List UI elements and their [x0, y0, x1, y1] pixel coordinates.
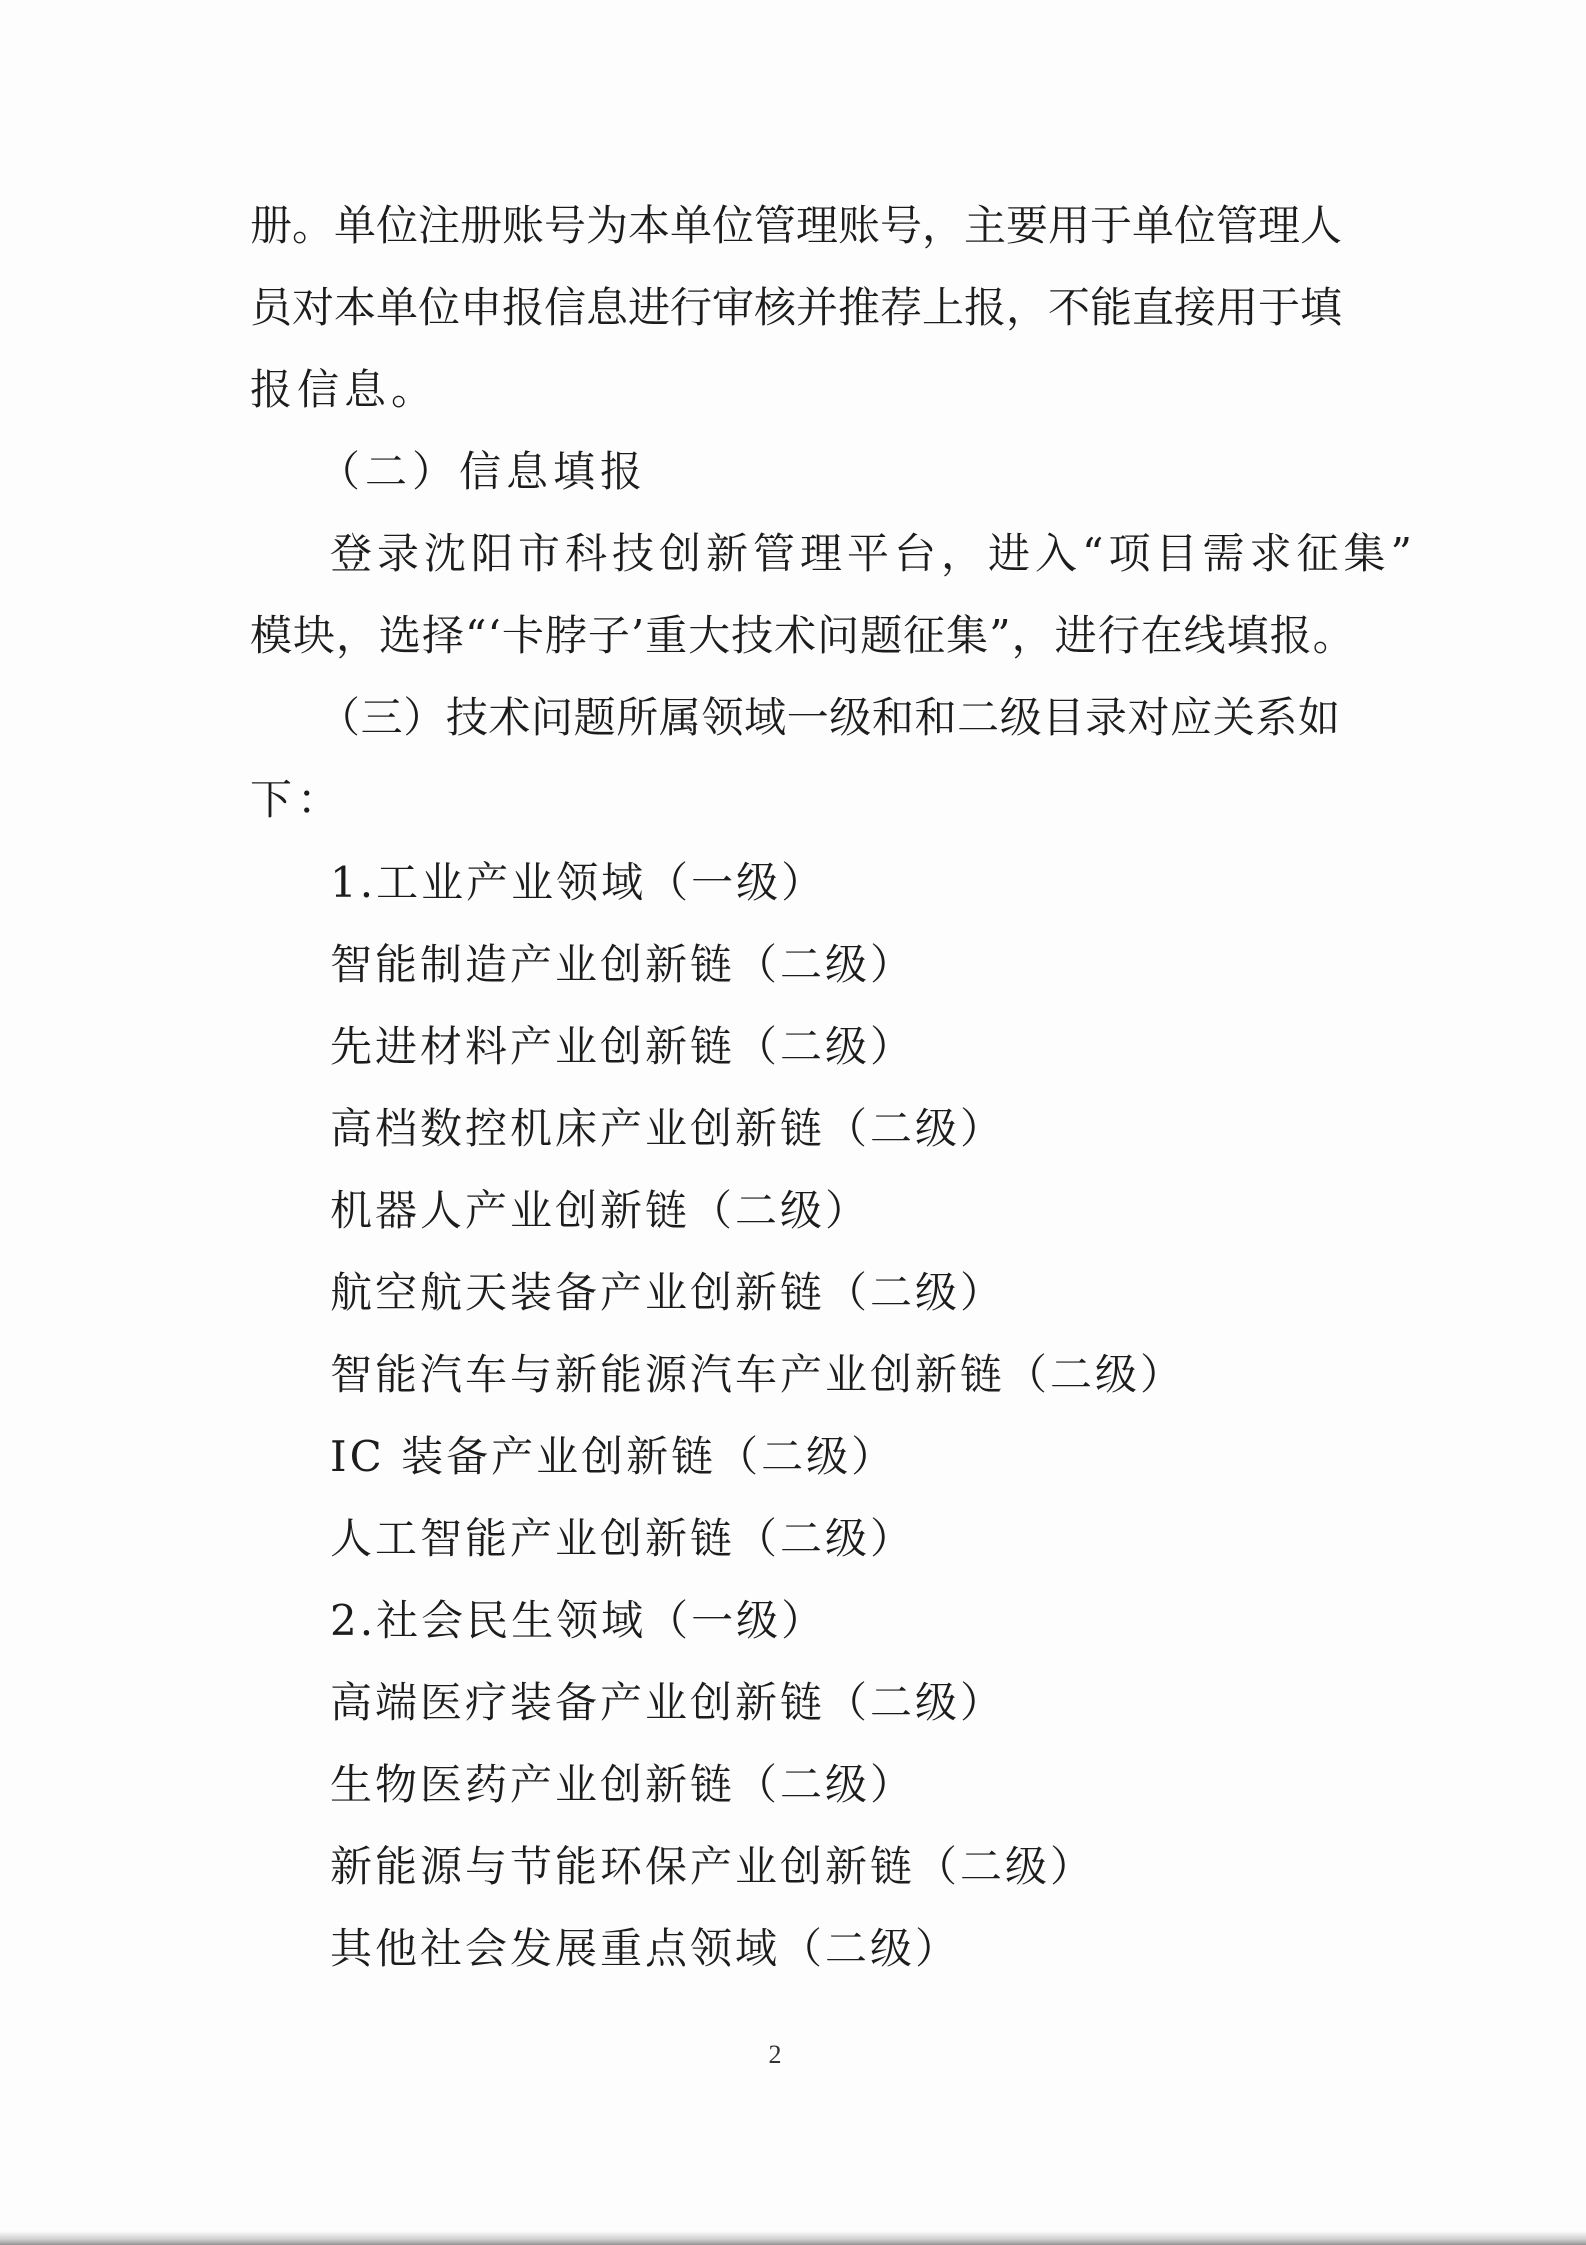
- list-item: 智能汽车与新能源汽车产业创新链（二级）: [330, 1350, 1186, 1399]
- list-item: 高档数控机床产业创新链（二级）: [330, 1104, 1006, 1153]
- paragraph-line: 报信息。: [250, 365, 439, 414]
- list-item: 人工智能产业创新链（二级）: [330, 1514, 916, 1563]
- scan-edge: [0, 2231, 1586, 2245]
- paragraph-line: 册。单位注册账号为本单位管理账号，主要用于单位管理人: [250, 201, 1343, 250]
- list-item: 高端医疗装备产业创新链（二级）: [330, 1678, 1006, 1727]
- section-heading: （三）技术问题所属领域一级和和二级目录对应关系如: [318, 693, 1340, 742]
- section-heading: （二）信息填报: [318, 447, 648, 496]
- page-number: 2: [768, 2040, 782, 2069]
- list-item: 航空航天装备产业创新链（二级）: [330, 1268, 1006, 1317]
- domain-title: 1.工业产业领域（一级）: [330, 858, 827, 907]
- paragraph-line: 模块，选择“‘卡脖子’重大技术问题征集”，进行在线填报。: [250, 611, 1356, 660]
- list-item: 机器人产业创新链（二级）: [330, 1186, 871, 1235]
- paragraph-line: 登录沈阳市科技创新管理平台，进入“项目需求征集”: [330, 529, 1417, 578]
- list-item: 其他社会发展重点领域（二级）: [330, 1924, 961, 1973]
- list-item: 先进材料产业创新链（二级）: [330, 1022, 916, 1071]
- paragraph-line: 下：: [250, 775, 345, 824]
- list-item: IC 装备产业创新链（二级）: [330, 1432, 897, 1481]
- paragraph-line: 员对本单位申报信息进行审核并推荐上报，不能直接用于填: [250, 283, 1343, 332]
- list-item: 生物医药产业创新链（二级）: [330, 1760, 916, 1809]
- list-item: 智能制造产业创新链（二级）: [330, 940, 916, 989]
- list-item: 新能源与节能环保产业创新链（二级）: [330, 1842, 1096, 1891]
- domain-title: 2.社会民生领域（一级）: [330, 1596, 827, 1645]
